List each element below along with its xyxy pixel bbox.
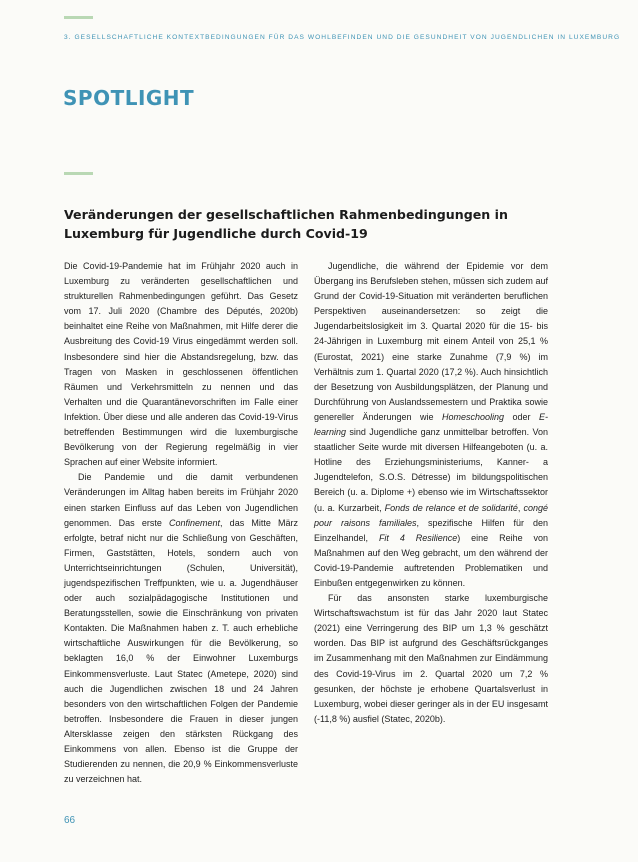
section-title: SPOTLIGHT <box>63 86 195 110</box>
left-text-column <box>64 259 298 787</box>
paragraph: Die Pandemie und die damit verbundenen Veränderungen im Alltag haben bereits im Frühjahr 2020 einen starken Einfluss auf das Leben von Jugendlichen genommen. Das erste Confinement, das Mitte März erfolgte, betraf nicht nur die Schließung von Geschäften, Firmen, Gaststätten, Hotels, sondern auch von Unterrichtseinrichtungen (Schulen, Universität), jugendspezifischen Treffpunkten, wie u. a. Jugendhäuser oder auch sozialpädagogische Institutionen und Beratungsstellen, sowie die Einschränkung von privaten Kontakten. Die Maßnahmen haben z. T. auch erhebliche wirtschaftliche Auswirkungen für die Bevölkerung, so beklagten 16,0 % der Einwohner Luxemburgs Einkommensverluste. Laut Statec (Ametepe, 2020) sind auch die Jugendlichen zwischen 18 und 24 Jahren besonders von den wirtschaftlichen Folgen der Pandemie betroffen. Insbesondere die Frauen in dieser jungen Altersklasse zeigen den stärksten Rückgang des Einkommens von allen. Ebenso ist die Gruppe der Studierenden zu nennen, die 20,9 % Einkommensverluste zu verzeichnen hat. <box>64 472 298 785</box>
page-number: 66 <box>64 815 76 826</box>
top-decorative-rule <box>64 16 93 19</box>
article-title: Veränderungen der gesellschaftlichen Rahmenbedingungen in Luxemburg für Jugendliche durch Covid-19 <box>64 207 508 241</box>
section-decorative-rule <box>64 172 93 175</box>
paragraph: Für das ansonsten starke luxemburgische Wirtschaftswachstum ist für das Jahr 2020 laut Statec (2021) eine Verringerung des BIP um 1,3 % geschätzt worden. Das BIP ist aufgrund des Geschäftsrückganges im Zusammenhang mit den Maßnahmen zur Eindämmung des Covid-19-Virus im 2. Quartal 2020 um 7,2 % gesunken, der höchste je erhobene Quartalsverlust in Luxemburg, wobei dieser geringer als in der EU insgesamt (-11,8 %) ausfiel (Statec, 2020b). <box>314 593 548 724</box>
running-header: 3. GESELLSCHAFTLICHE KONTEXTBEDINGUNGEN FÜR DAS WOHLBEFINDEN UND DIE GESUNDHEIT VON JUGENDLICHEN IN LUXEMBURG <box>64 34 621 41</box>
paragraph: Jugendliche, die während der Epidemie vor dem Übergang ins Berufsleben stehen, müssen sich zudem auf Grund der Covid-19-Situation mit veränderten beruflichen Perspektiven auseinandersetzen: so zeigt die Jugendarbeitslosigkeit im 3. Quartal 2020 für die 15- bis 24-Jährigen in Luxemburg mit einem Anteil von 25,1 % (Eurostat, 2021) eine starke Zunahme (7,9 %) im Verhältnis zum 1. Quartal 2020 (17,2 %). Auch hinsichtlich der Besetzung von Ausbildungsplätzen, der Planung und Durchführung von Auslandssemestern und Praktika sowie genereller Änderungen wie Homeschooling oder E-learning sind Jugendliche ganz unmittelbar betroffen. Von staatlicher Seite wurde mit diversen Hilfeangeboten (u. a. Hotline des Erziehungsministeriums, Kanner- a Jugendtelefon, S.O.S. Détresse) im bildungspolitischen Bereich (u. a. Diplome +) ebenso wie im Wirtschaftssektor (u. a. Kurzarbeit, Fonds de relance et de solidarité, congé pour raisons familiales, spezifische Hilfen für den Einzelhandel, Fit 4 Resilience) eine Reihe von Maßnahmen auf den Weg gebracht, um den während der Covid-19-Pandemie auftretenden Problematiken und Einbußen entgegenwirken zu können. <box>314 261 549 588</box>
paragraph: Die Covid-19-Pandemie hat im Frühjahr 2020 auch in Luxemburg zu veränderten gesellschaftlichen und strukturellen Rahmenbedingungen geführt. Das Gesetz vom 17. Juli 2020 (Chambre des Députés, 2020b) beinhaltet eine Reihe von Maßnahmen, mit Hilfe derer die Ausbreitung des Covid-19 Virus eingedämmt werden soll. Insbesondere sind hier die Abstandsregelung, bzw. das Tragen von Masken in geschlossenen öffentlichen Räumen und Verkehrsmitteln zu nennen und das Verhalten und die Quarantänevorschriften im Falle einer Infektion. Über diese und alle anderen das Covid-19-Virus betreffenden Bestimmungen wird die luxemburgische Bevölkerung von der Regierung regelmäßig in vier Sprachen auf einer Website informiert. <box>64 261 298 468</box>
right-text-column <box>314 259 548 727</box>
